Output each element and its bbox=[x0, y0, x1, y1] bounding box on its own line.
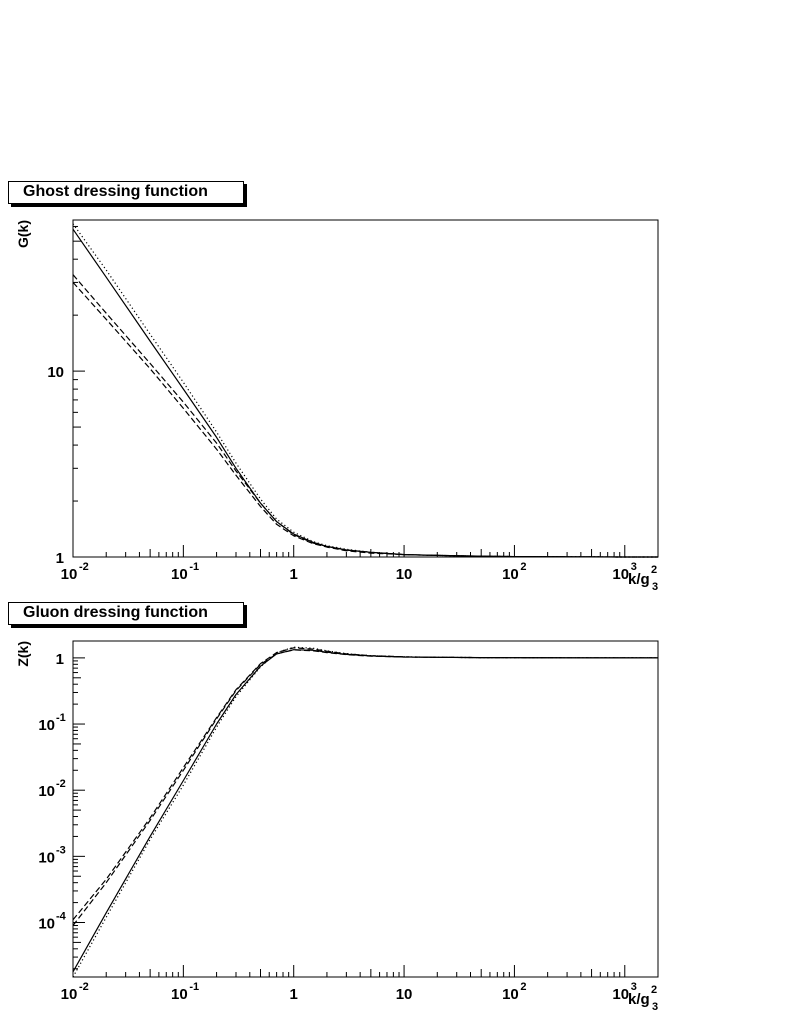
gluon-y-tick-label bbox=[38, 844, 65, 866]
gluon-y-axis-label: Z(k) bbox=[15, 641, 31, 667]
gluon-x-tick-label-base: 10 bbox=[612, 986, 630, 1003]
ghost-x-axis-label-sub: 3 bbox=[652, 581, 659, 593]
gluon-x-tick-label bbox=[290, 986, 298, 1003]
gluon-x-tick-label bbox=[61, 981, 89, 1003]
gluon-x-tick-label-base: 10 bbox=[502, 986, 519, 1003]
gluon-series-dotted-2 bbox=[73, 647, 658, 977]
gluon-x-axis-label-sub: 3 bbox=[652, 1001, 659, 1013]
gluon-x-tick-label-base: 10 bbox=[60, 986, 78, 1003]
gluon-y-tick-label-base: 10 bbox=[38, 849, 55, 867]
ghost-y-axis-label: G(k) bbox=[15, 220, 31, 248]
ghost-x-tick-label-base: 10 bbox=[502, 566, 519, 583]
ghost-x-tick-label-base: 10 bbox=[60, 566, 78, 583]
ghost-x-tick-label-base: 1 bbox=[289, 566, 298, 583]
gluon-y-tick-label-exp: -3 bbox=[56, 844, 66, 857]
gluon-y-tick-label bbox=[38, 778, 65, 800]
gluon-y-tick-label-exp: -2 bbox=[56, 778, 66, 791]
gluon-y-tick-label-exp: -1 bbox=[56, 712, 66, 725]
gluon-x-tick-label-base: 10 bbox=[171, 986, 188, 1003]
ghost-x-axis-label-main: k/g bbox=[628, 571, 650, 588]
gluon-x-tick-label-exp: -2 bbox=[79, 981, 89, 993]
gluon-x-tick-label bbox=[171, 981, 199, 1003]
gluon-x-axis-label-main: k/g bbox=[628, 991, 650, 1008]
gluon-series-dashed-3 bbox=[73, 650, 658, 926]
gluon-chart-title: Gluon dressing function bbox=[8, 602, 244, 625]
ghost-x-tick-label-exp: 3 bbox=[630, 561, 637, 573]
ghost-chart-title: Ghost dressing function bbox=[8, 181, 244, 204]
gluon-y-tick-label-exp: -4 bbox=[56, 910, 66, 923]
ghost-y-tick-label-base: 1 bbox=[55, 550, 64, 567]
ghost-x-tick-label-exp: -2 bbox=[79, 561, 89, 573]
gluon-series-solid-1 bbox=[73, 650, 658, 972]
gluon-x-tick-label-base: 10 bbox=[395, 986, 413, 1003]
ghost-x-tick-label-base: 10 bbox=[612, 566, 630, 583]
gluon-series-dashed-4 bbox=[73, 648, 658, 920]
ghost-y-tick-label-base: 10 bbox=[47, 364, 64, 382]
gluon-x-tick-label-base: 1 bbox=[289, 986, 298, 1003]
gluon-x-tick-label bbox=[396, 986, 413, 1003]
gluon-x-axis-label-sup: 2 bbox=[651, 984, 658, 996]
gluon-y-tick-label-base: 10 bbox=[38, 717, 55, 735]
gluon-x-tick-label-exp: 2 bbox=[520, 981, 527, 993]
gluon-plot-frame bbox=[73, 641, 658, 977]
gluon-y-tick-label bbox=[56, 651, 64, 668]
gluon-y-tick-label bbox=[38, 712, 65, 734]
ghost-x-axis-label-sup: 2 bbox=[651, 564, 658, 576]
gluon-y-tick-label-base: 10 bbox=[38, 783, 55, 801]
ghost-x-tick-label-exp: -1 bbox=[189, 561, 200, 573]
ghost-x-tick-label-base: 10 bbox=[171, 566, 188, 583]
gluon-y-tick-label-base: 10 bbox=[38, 915, 55, 933]
gluon-y-tick-label-base: 1 bbox=[55, 650, 64, 668]
gluon-x-tick-label-exp: 3 bbox=[630, 981, 637, 993]
ghost-x-tick-label-base: 10 bbox=[395, 566, 413, 583]
ghost-x-tick-label-exp: 2 bbox=[520, 561, 527, 573]
gluon-y-tick-label bbox=[38, 910, 66, 932]
gluon-x-tick-label-exp: -1 bbox=[189, 981, 200, 993]
gluon-x-tick-label bbox=[502, 981, 526, 1003]
